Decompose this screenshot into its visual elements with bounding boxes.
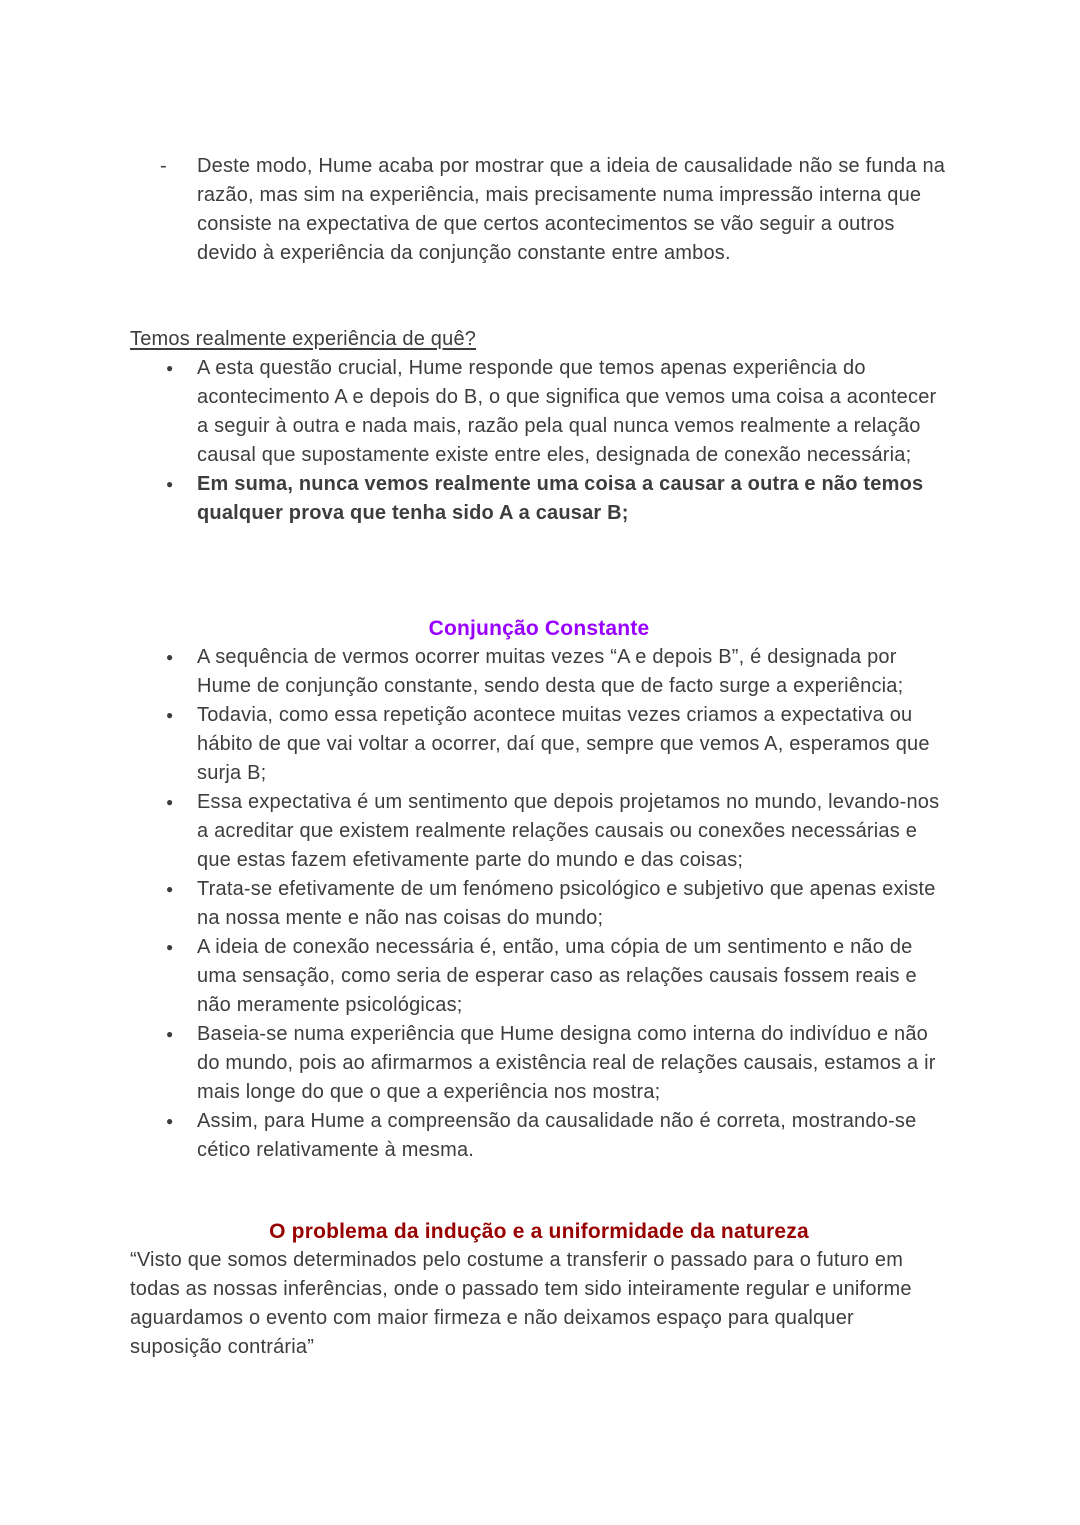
list-item [166,354,948,470]
bullet-icon: ● [166,882,174,896]
list-item [166,933,948,1020]
bullet-text: Assim, para Hume a compreensão da causalidade não é correta, mostrando-se cético relativamente à mesma. [197,1110,917,1161]
bullet-text: Todavia, como essa repetição acontece muitas vezes criamos a expectativa ou hábito de que vai voltar a ocorrer, daí que, sempre que vemos A, esperamos que surja B; [197,704,930,784]
bullet-text: A ideia de conexão necessária é, então, uma cópia de um sentimento e não de uma sensação, como seria de esperar caso as relações causais fossem reais e não meramente psicológicas; [197,936,917,1016]
bullet-icon: ● [166,650,174,664]
dash-marker: - [160,155,167,177]
list-item [166,788,948,875]
section-heading-experiencia: Temos realmente experiência de quê? [130,328,477,350]
list-item [166,701,948,788]
intro-text: Deste modo, Hume acaba por mostrar que a ideia de causalidade não se funda na razão, mas sim na experiência, mais precisamente numa impressão interna que consiste na expectativa de que certos acontecimentos se vão seguir a outros devido à experiência da conjunção constante entre ambos. [197,155,946,264]
list-item [166,1107,948,1165]
section-heading-conjuncao: Conjunção Constante [428,617,650,640]
bullet-text: Essa expectativa é um sentimento que depois projetamos no mundo, levando-nos a acreditar que existem realmente relações causais ou conexões necessárias e que estas fazem efetivamente parte do mundo e das coisas; [197,791,940,871]
bullet-list-conjuncao [130,643,948,1165]
bullet-icon: ● [166,477,174,491]
list-item [166,470,948,528]
bullet-text: Baseia-se numa experiência que Hume designa como interna do indivíduo e não do mundo, pois ao afirmarmos a existência real de relações causais, estamos a ir mais longe do que o que a experiência nos mostra; [197,1023,936,1103]
intro-list-item [130,152,948,268]
bullet-text: Em suma, nunca vemos realmente uma coisa a causar a outra e não temos qualquer prova que tenha sido A a causar B; [197,473,924,524]
bullet-icon: ● [166,940,174,954]
list-item [166,875,948,933]
section-heading-inducao: O problema da indução e a uniformidade da natureza [269,1220,809,1243]
bullet-text: A esta questão crucial, Hume responde que temos apenas experiência do acontecimento A e depois do B, o que significa que vemos uma coisa a acontecer a seguir à outra e nada mais, razão pela qual nunca vemos realmente a relação causal que supostamente existe entre eles, designada de conexão necessária; [197,357,937,466]
bullet-text: Trata-se efetivamente de um fenómeno psicológico e subjetivo que apenas existe na nossa mente e não nas coisas do mundo; [197,878,936,929]
bullet-list-experiencia [130,354,948,528]
bullet-icon: ● [166,1027,174,1041]
bullet-icon: ● [166,708,174,722]
bullet-icon: ● [166,795,174,809]
bullet-icon: ● [166,1114,174,1128]
list-item [166,1020,948,1107]
bullet-text: A sequência de vermos ocorrer muitas vezes “A e depois B”, é designada por Hume de conjunção constante, sendo desta que de facto surge a experiência; [197,646,904,697]
quote-paragraph: “Visto que somos determinados pelo costume a transferir o passado para o futuro em todas as nossas inferências, onde o passado tem sido inteiramente regular e uniforme aguardamos o evento com maior firmeza e não deixamos espaço para qualquer suposição contrária” [130,1249,912,1358]
list-item [166,643,948,701]
bullet-icon: ● [166,361,174,375]
